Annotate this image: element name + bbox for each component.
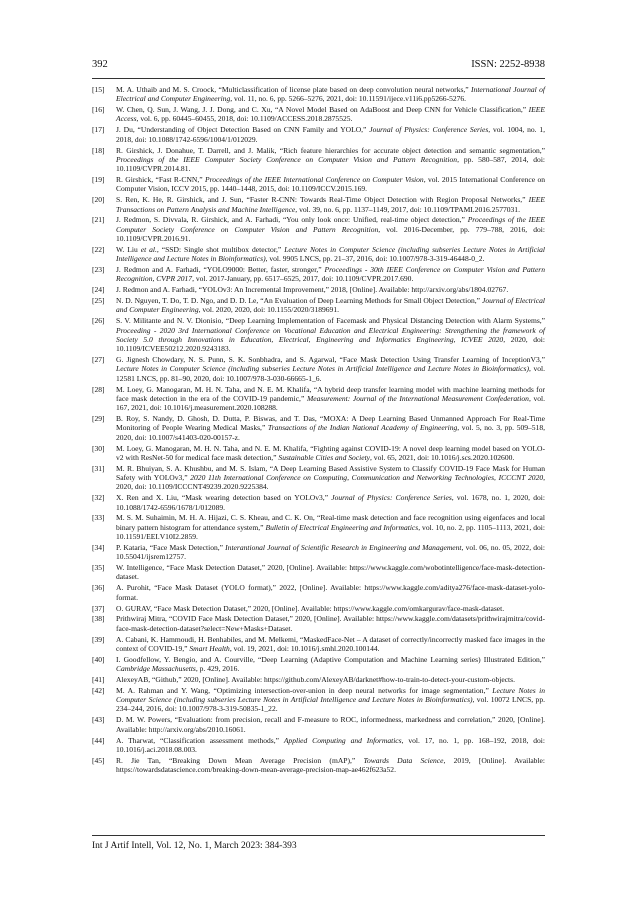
reference-text-segment: , vol. 1004, no. 1, 2018, doi: 10.1088/1742-6596/1004/1/012029. (116, 125, 545, 144)
reference-text-segment: S. Ren, K. He, R. Girshick, and J. Sun, “Faster R-CNN: Towards Real-Time Object Detection with Region Proposal Networks,” (116, 195, 529, 205)
reference-source-title: Interantional Journal of Scientific Research in Engineering and Management (225, 542, 462, 552)
reference-number: [23] (92, 265, 105, 275)
reference-source-title: Measurement: Journal of the International Measurement Confederation (306, 393, 529, 403)
reference-text (116, 655, 545, 674)
reference-text (116, 355, 545, 383)
reference-text-segment: , vol. 10072 LNCS, pp. 234–244, 2016, doi: 10.1007/978-3-319-50835-1_22. (116, 695, 545, 714)
header-rule (92, 78, 545, 79)
reference-text-segment: , vol. 06, no. 05, 2022, doi: 10.55041/ijsrem12757. (116, 542, 546, 562)
reference-list (92, 85, 545, 776)
reference-source-title: IEEE Transactions on Pattern Analysis and Machine Intelligence (116, 195, 545, 214)
reference-source-title: Journal of Electrical and Computer Engineering (116, 296, 545, 315)
reference-entry (92, 635, 545, 654)
reference-text-segment: A. Purohit, “Face Mask Dataset (YOLO format),” 2022, [Online]. Available: https://www.kaggle.com/aditya276/face-mask-dataset-yolo-format. (116, 583, 545, 602)
reference-number: [25] (92, 296, 105, 306)
reference-text-segment: , vol. 1678, no. 1, 2020, doi: 10.1088/1742-6596/1678/1/012089. (116, 493, 545, 512)
reference-text-segment: R. Girshick, “Fast R-CNN,” (116, 175, 205, 185)
reference-source-title: Proceedings of the IEEE Computer Society Conference on Computer Vision and Pattern Recognition (116, 154, 458, 164)
reference-number: [35] (92, 563, 105, 573)
reference-text-segment: , vol. 11, no. 6, pp. 5266–5276, 2021, doi: 10.11591/ijece.v11i6.pp5266-5276. (230, 94, 467, 104)
reference-text (116, 614, 545, 633)
reference-text-segment: J. Redmon and A. Farhadi, “YOLOv3: An Incremental Improvement,” 2018, [Online]. Available: http://arxiv.org/abs/1804.02767. (116, 285, 509, 295)
reference-text (116, 245, 545, 264)
reference-text (116, 146, 545, 174)
reference-number: [20] (92, 195, 105, 205)
reference-number: [39] (92, 634, 105, 644)
reference-text-segment: J. Redmon and A. Farhadi, “YOLO9000: Better, faster, stronger,” (116, 265, 325, 275)
reference-source-title: Journal of Physics: Conference Series (369, 125, 489, 135)
reference-number: [41] (92, 674, 105, 684)
footer-rule (92, 835, 545, 836)
reference-text (116, 563, 545, 582)
reference-number: [37] (92, 603, 105, 613)
reference-source-title: Proceedings of the IEEE Computer Society Conference on Computer Vision and Pattern Recognition (116, 215, 545, 234)
reference-text-segment: M. Loey, G. Manogaran, M. H. N. Taha, and N. E. M. Khalifa, “Fighting against COVID-19: A novel deep learning model based on YOLO-v2 with ResNet-50 for medical face mask detection,” (116, 443, 545, 462)
reference-text (116, 736, 545, 755)
reference-text-segment: R. Jie Tan, “Breaking Down Mean Average Precision (mAP),” (116, 755, 364, 765)
reference-text-segment: , vol. 17, no. 1, pp. 168–192, 2018, doi: 10.1016/j.aci.2018.08.003. (116, 735, 545, 754)
reference-number: [27] (92, 355, 105, 365)
reference-text-segment: O. GURAV, “Face Mask Detection Dataset,” 2020, [Online]. Available: https://www.kaggle.com/omkargurav/face-mask-dataset. (116, 603, 505, 613)
reference-entry (92, 245, 545, 264)
reference-text-segment: R. Girshick, J. Donahue, T. Darrell, and J. Malik, “Rich feature hierarchies for accurate object detection and semantic segmentation,” (116, 145, 545, 155)
reference-source-title: Journal of Physics: Conference Series (331, 493, 452, 503)
reference-number: [16] (92, 105, 105, 115)
reference-text (116, 125, 545, 144)
reference-text-segment: J. Du, “Understanding of Object Detection Based on CNN Family and YOLO,” (116, 125, 370, 135)
reference-number: [21] (92, 215, 105, 225)
reference-entry (92, 355, 545, 383)
reference-text (116, 265, 545, 284)
reference-source-title: Applied Computing and Informatics (283, 735, 402, 745)
reference-text-segment: I. Goodfellow, Y. Bengio, and A. Courville, “Deep Learning (Adaptive Computation and Machine Learning series) Illustrated Edition,” (116, 654, 545, 664)
reference-text-segment: A. Cabani, K. Hammoudi, H. Benhabiles, and M. Melkemi, “MaskedFace-Net – A dataset of correctly/incorrectly masked face images in the context of COVID-19,” (116, 634, 545, 653)
reference-source-title: Lecture Notes in Computer Science (including subseries Lecture Notes in Artificial Intelligence and Lecture Notes in Bioinformatics) (116, 244, 545, 264)
reference-text-segment: , vol. 2015 International Conference on Computer Vision, ICCV 2015, pp. 1440–1448, 2015, doi: 10.1109/ICCV.2015.169. (116, 175, 546, 194)
reference-text (116, 105, 545, 124)
reference-text-segment: , vol. 2016-December, pp. 779–788, 2016, doi: 10.1109/CVPR.2016.91. (116, 224, 546, 244)
reference-text-segment: , vol. 12581 LNCS, pp. 81–90, 2020, doi: 10.1007/978-3-030-66665-1_6. (116, 364, 545, 383)
reference-source-title: Towards Data Science (363, 755, 444, 765)
reference-text-segment: M. A. Uthaib and M. S. Croock, “Multiclassification of license plate based on deep convolution neural networks,” (116, 85, 472, 94)
reference-text (116, 414, 545, 442)
reference-number: [32] (92, 493, 105, 503)
reference-entry (92, 464, 545, 492)
reference-source-title: Sustainable Cities and Society (278, 452, 371, 462)
reference-text-segment: X. Ren and X. Liu, “Mask wearing detection based on YOLOv3,” (116, 493, 332, 503)
reference-text-segment: , vol. 9905 LNCS, pp. 21–37, 2016, doi: 10.1007/978-3-319-46448-0_2. (265, 254, 485, 264)
reference-number: [36] (92, 583, 105, 593)
reference-number: [42] (92, 685, 105, 695)
reference-entry (92, 715, 545, 734)
reference-number: [38] (92, 614, 105, 624)
page-number: 392 (92, 59, 108, 70)
reference-source-title: Lecture Notes in Computer Science (including subseries Lecture Notes in Artificial Intelligence and Lecture Notes in Bioinformatics) (116, 685, 545, 705)
reference-entry (92, 105, 545, 124)
reference-text-segment: G. Jignesh Chowdary, N. S. Punn, S. K. Sonbhadra, and S. Agarwal, “Face Mask Detection Using Transfer Learning of InceptionV3,” (116, 355, 545, 365)
reference-entry (92, 444, 545, 463)
reference-number: [15] (92, 85, 105, 94)
reference-text-segment: , vol. 2020, 2020, doi: 10.1155/2020/3189691. (198, 305, 339, 315)
reference-text-segment: , 2020, doi: 10.1109/ICVEE50212.2020.9243183. (116, 334, 545, 354)
reference-number: [22] (92, 244, 105, 254)
reference-entry (92, 583, 545, 602)
reference-text-segment: W. Liu (116, 244, 141, 254)
reference-text (116, 385, 545, 413)
reference-entry (92, 604, 545, 613)
reference-entry (92, 655, 545, 674)
reference-source-title: IEEE Access (116, 105, 545, 124)
reference-number: [18] (92, 145, 105, 155)
reference-text-segment: , p. 429, 2016. (195, 664, 240, 674)
reference-entry (92, 146, 545, 174)
reference-text-segment: P. Kataria, “Face Mask Detection,” (116, 542, 226, 552)
reference-entry (92, 614, 545, 633)
reference-number: [43] (92, 715, 105, 725)
reference-text-segment: , vol. 39, no. 6, pp. 1137–1149, 2017, doi: 10.1109/TPAMI.2016.2577031. (295, 204, 520, 214)
reference-entry (92, 543, 545, 562)
reference-text-segment: D. M. W. Powers, “Evaluation: from precision, recall and F-measure to ROC, informedness, markedness and correlation,” 2020, [Online]. Available: http://arxiv.org/abs/2010.16061. (116, 715, 545, 734)
reference-entry (92, 195, 545, 214)
reference-entry (92, 513, 545, 541)
reference-number: [19] (92, 175, 105, 185)
reference-entry (92, 296, 545, 315)
reference-text-segment: AlexeyAB, “Github,” 2020, [Online]. Available: https://github.com/AlexeyAB/darknet#how-to-train-to-detect-your-custom-objects. (116, 674, 515, 684)
reference-text-segment: N. D. Nguyen, T. Do, T. D. Ngo, and D. D. Le, “An Evaluation of Deep Learning Methods for Small Object Detection,” (116, 296, 482, 306)
reference-text (116, 513, 545, 541)
reference-entry (92, 125, 545, 144)
reference-text (116, 285, 545, 294)
reference-text (116, 195, 545, 214)
reference-text-segment: , vol. 167, 2021, doi: 10.1016/j.measurement.2020.108288. (116, 393, 545, 413)
reference-text (116, 675, 545, 684)
reference-text-segment: A. Tharwat, “Classification assessment methods,” (116, 735, 284, 745)
reference-entry (92, 493, 545, 512)
reference-entry (92, 675, 545, 684)
reference-source-title: et al. (140, 244, 157, 254)
reference-text-segment: W. Intelligence, “Face Mask Detection Dataset,” 2020, [Online]. Available: https://www.kaggle.com/wobotintelligence/face-mask-detection-dataset. (116, 563, 545, 582)
reference-source-title: International Journal of Electrical and Computer Engineering (116, 85, 546, 104)
reference-entry (92, 736, 545, 755)
reference-text (116, 583, 545, 602)
reference-text-segment: W. Chen, Q. Sun, J. Wang, J. J. Dong, and C. Xu, “A Novel Model Based on AdaBoost and Deep CNN for Vehicle Classification,” (116, 105, 529, 115)
reference-text-segment: , vol. 19, 2021, doi: 10.1016/j.smhl.2020.100144. (229, 643, 380, 653)
reference-entry (92, 414, 545, 442)
reference-number: [40] (92, 654, 105, 664)
journal-citation-footer: Int J Artif Intell, Vol. 12, No. 1, March 2023: 384-393 (92, 841, 297, 851)
page-header (92, 59, 545, 77)
reference-number: [26] (92, 316, 105, 326)
reference-text-segment: M. R. Bhuiyan, S. A. Khushbu, and M. S. Islam, “A Deep Learning Based Assistive System to Classify COVID-19 Face Mask for Human Safety with YOLOv3,” (116, 463, 545, 483)
reference-text (116, 215, 545, 243)
reference-text-segment: , vol. 6, pp. 60445–60455, 2018, doi: 10.1109/ACCESS.2018.2875525. (136, 114, 353, 124)
reference-text (116, 635, 545, 654)
reference-text (116, 715, 545, 734)
reference-entry (92, 285, 545, 294)
reference-text (116, 604, 545, 613)
issn-label: ISSN: 2252-8938 (471, 59, 545, 70)
reference-source-title: Cambridge Massachusetts (116, 664, 196, 674)
reference-source-title: Smart Health (189, 643, 230, 653)
reference-text-segment: Prithwiraj Mitra, “COVID Face Mask Detection Dataset,” 2020, [Online]. Available: https://www.kaggle.com/datasets/prithwirajmitra/covid-face-mask-detection-dataset?select=New+Masks+Dataset. (116, 614, 545, 633)
reference-text-segment: M. Loey, G. Manogaran, M. H. N. Taha, and N. E. M. Khalifa, “A hybrid deep transfer learning model with machine learning methods for face mask detection in the era of the COVID-19 pandemic,” (116, 384, 545, 403)
reference-number: [33] (92, 513, 105, 523)
reference-text (116, 444, 545, 463)
reference-entry (92, 215, 545, 243)
reference-text (116, 296, 545, 315)
reference-source-title: Proceedings of the IEEE International Conference on Computer Vision (204, 175, 424, 185)
reference-text-segment: , pp. 580–587, 2014, doi: 10.1109/CVPR.2014.81. (116, 154, 546, 174)
reference-entry (92, 686, 545, 714)
reference-text (116, 543, 545, 562)
reference-text-segment: J. Redmon, S. Divvala, R. Girshick, and A. Farhadi, “You only look once: Unified, real-time object detection,” (116, 215, 468, 225)
reference-source-title: Lecture Notes in Computer Science (including subseries Lecture Notes in Artificial Intelligence and Lecture Notes in Bioinformatics) (116, 364, 529, 374)
reference-text-segment: , vol. 65, 2021, doi: 10.1016/j.scs.2020.102600. (370, 452, 515, 462)
reference-number: [28] (92, 384, 105, 394)
reference-source-title: Bulletin of Electrical Engineering and Informatics (265, 522, 419, 532)
reference-text (116, 85, 545, 104)
reference-entry (92, 756, 545, 775)
reference-text (116, 464, 545, 492)
reference-number: [29] (92, 414, 105, 424)
reference-text-segment: B. Roy, S. Nandy, D. Ghosh, D. Dutta, P. Biswas, and T. Das, “MOXA: A Deep Learning Based Unmanned Approach For Real-Time Monitoring of People Wearing Medical Masks,” (116, 414, 545, 433)
reference-number: [17] (92, 125, 105, 135)
reference-entry (92, 563, 545, 582)
reference-text-segment: , 2019, [Online]. Available: https://towardsdatascience.com/breaking-down-mean-average-precision-map-ae462f623a52. (116, 755, 545, 774)
reference-text (116, 175, 545, 194)
reference-text-segment: , 2020, doi: 10.1109/ICCCNT49239.2020.9225384. (116, 473, 546, 492)
reference-entry (92, 175, 545, 194)
reference-text (116, 686, 545, 714)
reference-text-segment: , vol. 10, no. 2, pp. 1105–1113, 2021, doi: 10.11591/EEI.V10I2.2859. (116, 522, 545, 542)
reference-entry (92, 316, 545, 353)
reference-text-segment: , vol. 5, no. 3, pp. 509–518, 2020, doi: 10.1007/s41403-020-00157-z. (116, 423, 545, 442)
reference-text-segment: , “SSD: Single shot multibox detector,” (156, 244, 285, 254)
reference-number: [30] (92, 443, 105, 453)
reference-source-title: 2020 11th International Conference on Computing, Communication and Networking Technologies, ICCCNT 2020 (190, 473, 544, 483)
reference-text-segment: , vol. 2017-January, pp. 6517–6525, 2017, doi: 10.1109/CVPR.2017.690. (192, 274, 414, 284)
reference-source-title: Proceeding - 2020 3rd International Conference on Vocational Education and Electrical Engineering: Strengthening the framework of Society 5.0 through Innovations in Education, Electrical, Engineering and Informatics Engineering, ICVEE 2020 (116, 325, 545, 344)
reference-number: [34] (92, 542, 105, 552)
reference-number: [31] (92, 463, 105, 473)
reference-text (116, 756, 545, 775)
reference-number: [45] (92, 755, 105, 765)
reference-text-segment: S. V. Militante and N. V. Dionisio, “Deep Learning Implementation of Facemask and Physical Distancing Detection with Alarm Systems,” (116, 316, 545, 326)
reference-text-segment: M. A. Rahman and Y. Wang, “Optimizing intersection-over-union in deep neural networks for image segmentation,” (116, 685, 493, 695)
reference-entry (92, 385, 545, 413)
reference-entry (92, 265, 545, 284)
reference-number: [24] (92, 285, 105, 295)
reference-entry (92, 85, 545, 104)
reference-text (116, 316, 545, 353)
reference-source-title: Transactions of the Indian National Academy of Engineering (267, 423, 458, 433)
reference-number: [44] (92, 735, 105, 745)
reference-text (116, 493, 545, 512)
reference-source-title: Proceedings - 30th IEEE Conference on Computer Vision and Pattern Recognition, CVPR 2017 (116, 265, 546, 284)
reference-text-segment: M. S. M. Suhaimin, M. H. A. Hijazi, C. S. Kheau, and C. K. On, “Real-time mask detection and face recognition using eigenfaces and local binary pattern histogram for attendance system,” (116, 513, 545, 532)
